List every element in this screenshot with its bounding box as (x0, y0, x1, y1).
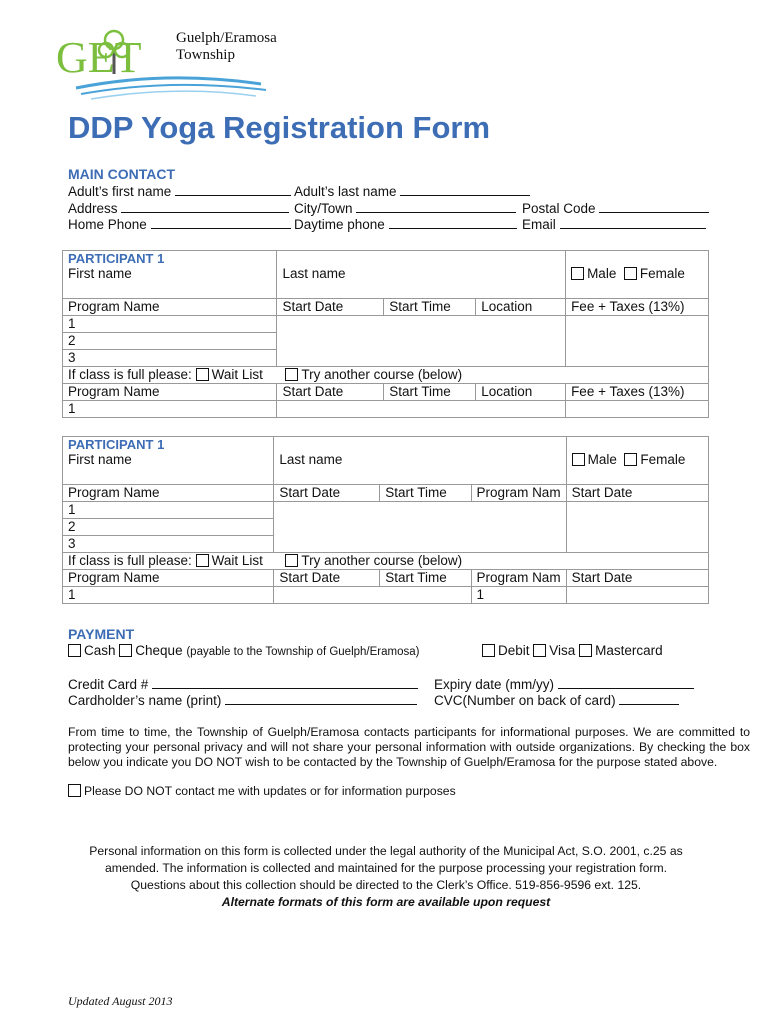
credit-card-field[interactable]: Credit Card # (68, 676, 418, 692)
card-type-row: Debit Visa Mastercard (482, 643, 663, 658)
visa-checkbox[interactable] (533, 644, 546, 657)
participant-first-name-cell[interactable]: PARTICIPANT 1 First name (63, 251, 277, 282)
alternate-formats-note: Alternate formats of this form are available upon request (221, 895, 551, 909)
debit-checkbox[interactable] (482, 644, 495, 657)
cheque-checkbox[interactable] (119, 644, 132, 657)
col-program-name: Program Name (63, 298, 277, 315)
cvc-field[interactable]: CVC(Number on back of card) (434, 692, 679, 708)
wait-list-checkbox[interactable] (196, 554, 209, 567)
privacy-notice: From time to time, the Township of Guelph/Eramosa contacts participants for informational purposes. We are committed to protecting your personal privacy and will not share your personal information with outside organizations. By checking the box below you indicate you DO NOT wish to be contacted by the Township of Guelph/Eramosa for the purpose stated above. (68, 725, 750, 769)
expiry-field[interactable]: Expiry date (mm/yy) (434, 676, 694, 692)
male-checkbox[interactable] (571, 267, 584, 280)
class-full-options: If class is full please: Wait List Try another course (below) (63, 552, 709, 569)
adult-first-name-field[interactable]: Adult’s first name (68, 183, 291, 199)
table-row[interactable]: 2 (63, 518, 709, 535)
gender-cell: Male Female (566, 251, 709, 282)
legal-notice: Personal information on this form is collected under the legal authority of the Municipal Act, S.O. 2001, c.25 as amended. The information is collected and maintained for the purpose processing your registration form. Questions about this collection should be directed to the Clerk’s Office. 519-856-9596 ext. 125. Alternate formats of this form are available upon request (68, 843, 704, 911)
table-row[interactable]: 3 (63, 349, 709, 366)
table-row[interactable]: 1 1 (63, 586, 709, 603)
org-name: Guelph/Eramosa Township (176, 30, 277, 63)
wait-list-checkbox[interactable] (196, 368, 209, 381)
col-fee: Fee + Taxes (13%) (566, 298, 709, 315)
home-phone-field[interactable]: Home Phone (68, 216, 291, 232)
col-start-date: Start Date (277, 298, 384, 315)
participant-last-name-cell[interactable]: Last name (277, 251, 566, 282)
col-location: Location (476, 298, 566, 315)
participant-first-name-cell[interactable]: PARTICIPANT 1 First name (63, 437, 274, 468)
updated-date: Updated August 2013 (68, 994, 173, 1008)
daytime-phone-field[interactable]: Daytime phone (294, 216, 517, 232)
cash-checkbox[interactable] (68, 644, 81, 657)
participant-heading: PARTICIPANT 1 (68, 251, 165, 266)
table-row[interactable]: 1 (63, 315, 709, 332)
adult-last-name-field[interactable]: Adult’s last name (294, 183, 530, 199)
table-row[interactable]: 2 (63, 332, 709, 349)
opt-out-row: Please DO NOT contact me with updates or for information purposes (68, 784, 456, 798)
class-full-options: If class is full please: Wait List Try another course (below) (63, 366, 709, 383)
mastercard-checkbox[interactable] (579, 644, 592, 657)
participant-heading: PARTICIPANT 1 (68, 437, 165, 452)
main-contact-heading: MAIN CONTACT (68, 166, 176, 182)
try-another-checkbox[interactable] (285, 554, 298, 567)
table-row[interactable]: 3 (63, 535, 709, 552)
city-field[interactable]: City/Town (294, 200, 516, 216)
col-start-time: Start Time (384, 298, 476, 315)
female-checkbox[interactable] (624, 267, 637, 280)
postal-code-field[interactable]: Postal Code (522, 200, 709, 216)
logo-letters: GET (56, 33, 142, 82)
email-field[interactable]: Email (522, 216, 706, 232)
table-row[interactable]: 1 (63, 501, 709, 518)
try-another-checkbox[interactable] (285, 368, 298, 381)
payment-method-row: Cash Cheque (payable to the Township of Guelph/Eramosa) (68, 643, 419, 658)
gender-cell: Male Female (566, 437, 708, 468)
payment-heading: PAYMENT (68, 626, 135, 642)
male-checkbox[interactable] (572, 453, 585, 466)
address-field[interactable]: Address (68, 200, 289, 216)
participant-1-table: PARTICIPANT 1 First name Last name Male Female Program Name Start Date Start Time Location Fee + Taxes (13%) 1 2 3 If class is full please: Wait List Try another course (below) Program Name Start Date Start Time Location Fee + Taxes (13%) 1 (62, 250, 709, 418)
participant-last-name-cell[interactable]: Last name (274, 437, 566, 468)
table-row[interactable]: 1 (63, 400, 709, 417)
cardholder-name-field[interactable]: Cardholder’s name (print) (68, 692, 417, 708)
opt-out-checkbox[interactable] (68, 784, 81, 797)
female-checkbox[interactable] (624, 453, 637, 466)
page-title: DDP Yoga Registration Form (68, 110, 491, 145)
participant-2-table: PARTICIPANT 1 First name Last name Male Female Program Name Start Date Start Time Program Nam Start Date 1 2 3 If class is full please: Wait List Try another course (below) Program Name Start Date Start Time Program Nam Start Date 1 1 (62, 436, 709, 604)
